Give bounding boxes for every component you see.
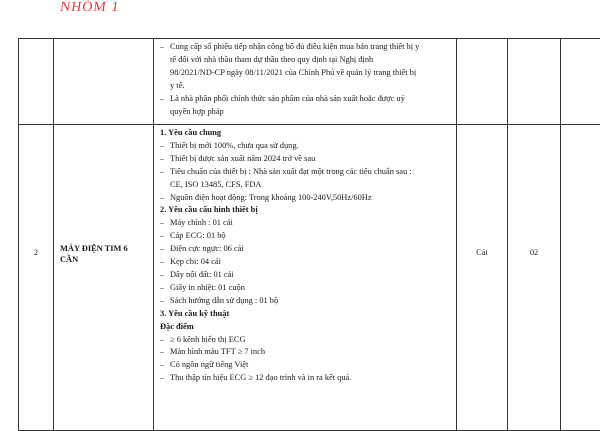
section-3-subtitle: Đặc điểm: [160, 321, 194, 331]
sec1-item: CE, ISO 13485, CFS, FDA: [170, 179, 262, 189]
stt-value: 2: [33, 248, 39, 257]
name-cell: [54, 39, 154, 125]
sec2-item: Cáp ECG: 01 bộ: [170, 231, 226, 241]
qty-value: 02: [529, 248, 539, 257]
red-stamp-mark: NHÓM 1: [59, 0, 121, 15]
table-row-previous: [19, 39, 600, 125]
sec2-item: Dây nối đất: 01 cái: [170, 269, 234, 279]
sec2-item: Máy chính : 01 cái: [170, 218, 233, 228]
sec2-item: Sách hướng dẫn sử dụng : 01 bộ: [170, 295, 279, 305]
prev-line-5: Là nhà phân phối chính thức sản phẩm của nhà sản xuất hoặc được uỷ: [170, 93, 405, 103]
item-name-line-1: MÁY ĐIỆN TIM 6: [60, 244, 128, 253]
qty-cell: [508, 39, 561, 125]
sec1-item: Thiết bị mới 100%, chưa qua sử dụng.: [170, 140, 299, 150]
specification-table: [18, 38, 600, 431]
section-3-title: 3. Yêu cầu kỹ thuật: [160, 308, 230, 318]
unit-value: Cái: [476, 248, 488, 257]
extra-cell: [561, 125, 600, 431]
name-cell: [54, 125, 154, 431]
item-name-line-2: CẦN: [60, 255, 79, 264]
prev-line-4: y tế.: [170, 80, 185, 90]
prev-line-6: quyền hợp pháp: [170, 106, 224, 116]
prev-line-1: Cung cấp sổ phiếu tiếp nhận công bố đủ điều kiện mua bán trang thiết bị y: [170, 42, 420, 51]
sec1-item: Tiêu chuẩn của thiết bị : Nhà sản xuất đạt một trong các tiêu chuẩn sau :: [170, 166, 412, 176]
description-cell: 1. Yêu cầu chung – Thiết bị mới 100%, chưa qua sử dụng. – Thiết bị được sản xuất năm 2024 trở về sau – Tiêu chuẩn của thiết bị : Nhà sản xuất đạt một trong các tiêu chuẩn sau : CE, ISO 13485, CFS, FDA – Nguồn điện hoạt động: Trong khoảng 100-240V,50Hz/60Hz 2. Yêu cầu cấu hình thiết bị – Máy chính : 01 cái – Cáp ECG: 01 bộ – Điện cực ngực: 06 cái – Kẹp chi: 04 cái – Dây nối đất: 01 cái – Giấy in nhiệt: 01 cuộn – Sách hướng dẫn sử dụng : 01 bộ 3. Yêu cầu kỹ thuật Đặc điểm – ≥ 6 kênh hiển thị ECG – Màn hình màu TFT ≥ 7 inch – Có ngôn ngữ tiếng Việt – Thu thập tín hiệu ECG ≥ 12 đạo trình và in ra kết quả.: [154, 125, 457, 431]
qty-cell: [508, 125, 561, 431]
stt-cell: [19, 39, 54, 125]
stt-cell: [19, 125, 54, 431]
unit-cell: [457, 39, 508, 125]
sec1-item: Nguồn điện hoạt động: Trong khoảng 100-240V,50Hz/60Hz: [170, 192, 372, 202]
prev-line-2: tế đối với nhà thầu tham dự thầu theo quy định tại Nghị định: [170, 54, 374, 64]
prev-line-3: 98/2021/ND-CP ngày 08/11/2021 của Chính Phủ về quản lý trang thiết bị: [170, 67, 417, 77]
sec2-item: Kẹp chi: 04 cái: [170, 257, 221, 267]
sec3-item: Màn hình màu TFT ≥ 7 inch: [170, 347, 266, 357]
description-cell: – Cung cấp sổ phiếu tiếp nhận công bố đủ điều kiện mua bán trang thiết bị y tế đối với nhà thầu tham dự thầu theo quy định tại Nghị định 98/2021/ND-CP ngày 08/11/2021 của Chính Phủ về quản lý trang thiết bị y tế. – Là nhà phân phối chính thức sản phẩm của nhà sản xuất hoặc được uỷ quyền hợp pháp: [154, 39, 457, 125]
sec2-item: Điện cực ngực: 06 cái: [170, 244, 244, 254]
section-1-title: 1. Yêu cầu chung: [160, 128, 222, 137]
table-row-item: [19, 125, 600, 431]
sec3-item: Có ngôn ngữ tiếng Việt: [170, 360, 249, 370]
sec1-item: Thiết bị được sản xuất năm 2024 trở về sau: [170, 153, 316, 163]
sec3-item: Thu thập tín hiệu ECG ≥ 12 đạo trình và in ra kết quả.: [170, 373, 352, 383]
sec2-item: Giấy in nhiệt: 01 cuộn: [170, 282, 245, 292]
sec3-item: ≥ 6 kênh hiển thị ECG: [170, 334, 246, 344]
section-2-title: 2. Yêu cầu cấu hình thiết bị: [160, 205, 258, 215]
unit-cell: [457, 125, 508, 431]
extra-cell: [561, 39, 600, 125]
